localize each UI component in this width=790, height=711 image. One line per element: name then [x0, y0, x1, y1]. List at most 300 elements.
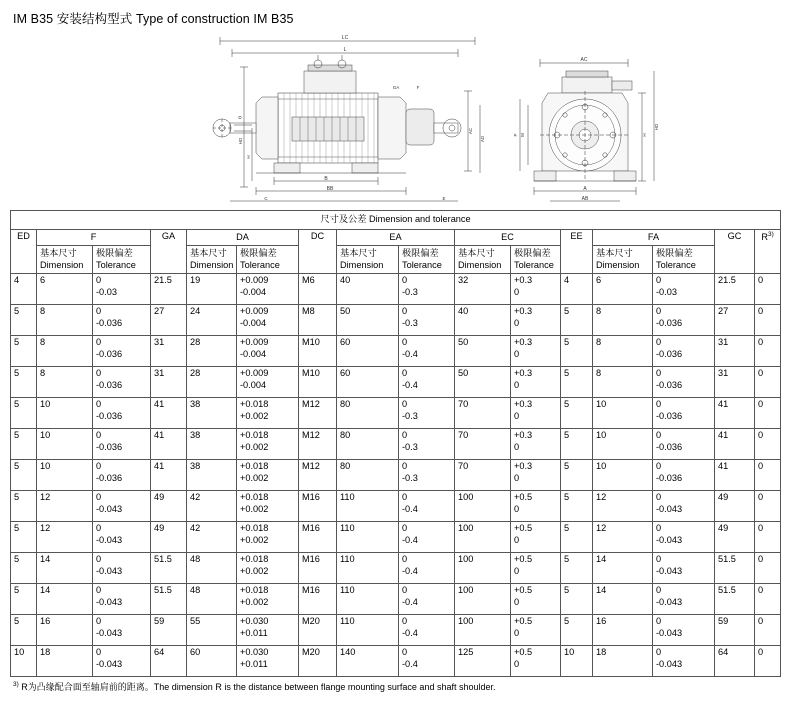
svg-text:C: C — [264, 196, 268, 201]
cell-f-dimension: 8 — [37, 336, 93, 367]
cell-dc: M6 — [299, 274, 337, 305]
cell-ec-tolerance — [511, 522, 561, 553]
tolerance-upper: 0 — [96, 399, 102, 409]
tolerance-lower: -0.043 — [96, 534, 123, 545]
cell-r: 0 — [755, 615, 781, 646]
cell-ee: 5 — [561, 305, 593, 336]
cell-f-dimension: 14 — [37, 553, 93, 584]
svg-text:P: P — [513, 133, 518, 137]
cell-f-tolerance — [93, 367, 151, 398]
cell-ec-tolerance — [511, 274, 561, 305]
tolerance-lower: -0.036 — [96, 317, 123, 328]
tolerance-upper: +0.3 — [514, 306, 533, 316]
tolerance-upper: 0 — [656, 461, 662, 471]
cell-f-tolerance — [93, 398, 151, 429]
cell-ea-dimension: 40 — [337, 274, 399, 305]
cell-f-tolerance — [93, 553, 151, 584]
tolerance-lower: -0.043 — [96, 627, 123, 638]
cell-r: 0 — [755, 398, 781, 429]
cell-ee: 5 — [561, 398, 593, 429]
tolerance-lower: -0.4 — [402, 565, 418, 576]
cell-da-tolerance — [237, 553, 299, 584]
cell-fa-dimension: 14 — [593, 553, 653, 584]
cell-fa-tolerance — [653, 553, 715, 584]
cell-gc: 51.5 — [715, 553, 755, 584]
subhdr-en: Tolerance — [514, 259, 554, 270]
cell-f-tolerance — [93, 522, 151, 553]
cell-ea-dimension: 80 — [337, 460, 399, 491]
side-view-drawing — [200, 31, 500, 206]
svg-text:H: H — [246, 155, 251, 159]
tolerance-upper: +0.3 — [514, 368, 533, 378]
tolerance-upper: +0.030 — [240, 647, 269, 657]
cell-ea-tolerance — [399, 491, 455, 522]
cell-ea-dimension: 110 — [337, 553, 399, 584]
svg-text:E: E — [442, 196, 446, 201]
tolerance-lower: 0 — [514, 565, 520, 576]
cell-ea-dimension: 110 — [337, 491, 399, 522]
tolerance-upper: 0 — [656, 275, 662, 285]
cell-f-tolerance — [93, 460, 151, 491]
cell-ga: 59 — [151, 615, 187, 646]
tolerance-lower: -0.043 — [96, 596, 123, 607]
cell-da-tolerance — [237, 429, 299, 460]
tolerance-upper: 0 — [96, 461, 102, 471]
cell-dc: M10 — [299, 336, 337, 367]
cell-gc: 41 — [715, 429, 755, 460]
table-subheader-row — [11, 246, 781, 274]
tolerance-lower: -0.043 — [96, 565, 123, 576]
subhdr-en: Tolerance — [402, 259, 442, 270]
tolerance-upper: 0 — [656, 337, 662, 347]
tolerance-upper: 0 — [402, 306, 408, 316]
cell-f-dimension: 12 — [37, 522, 93, 553]
tolerance-upper: 0 — [402, 554, 408, 564]
cell-r: 0 — [755, 460, 781, 491]
tolerance-upper: +0.5 — [514, 492, 533, 502]
cell-ga: 31 — [151, 367, 187, 398]
tolerance-lower: -0.3 — [402, 286, 418, 297]
tolerance-lower: -0.4 — [402, 596, 418, 607]
svg-text:B: B — [324, 176, 328, 182]
cell-da-tolerance — [237, 336, 299, 367]
col-group-da: DA — [187, 229, 299, 246]
tolerance-lower: -0.043 — [656, 534, 683, 545]
cell-fa-dimension: 12 — [593, 522, 653, 553]
svg-text:D: D — [238, 115, 242, 120]
tolerance-lower: -0.043 — [656, 658, 683, 669]
col-group-ed: ED — [11, 229, 37, 274]
tolerance-lower: 0 — [514, 379, 520, 390]
cell-r: 0 — [755, 274, 781, 305]
cell-fa-dimension: 14 — [593, 584, 653, 615]
cell-da-tolerance — [237, 615, 299, 646]
cell-fa-dimension: 10 — [593, 429, 653, 460]
tolerance-lower: -0.036 — [656, 410, 683, 421]
cell-ec-tolerance — [511, 553, 561, 584]
tolerance-upper: 0 — [656, 399, 662, 409]
subhdr-en: Dimension — [190, 259, 234, 270]
page-title: IM B35 安装结构型式 Type of construction IM B35 — [13, 12, 294, 26]
tolerance-lower: -0.036 — [96, 441, 123, 452]
svg-text:HD: HD — [238, 137, 243, 145]
tolerance-upper: +0.3 — [514, 275, 533, 285]
cell-f-tolerance — [93, 646, 151, 677]
tolerance-upper: 0 — [656, 430, 662, 440]
col-group-f: F — [37, 229, 151, 246]
subhdr-ec-dimension — [455, 246, 511, 274]
tolerance-upper: 0 — [402, 275, 408, 285]
svg-text:AD: AD — [480, 135, 485, 143]
subhdr-cn: 极限偏差 — [656, 248, 693, 258]
tolerance-upper: 0 — [96, 430, 102, 440]
cell-dc: M12 — [299, 460, 337, 491]
cell-fa-tolerance — [653, 336, 715, 367]
col-group-dc: DC — [299, 229, 337, 274]
cell-da-dimension: 24 — [187, 305, 237, 336]
tolerance-upper: 0 — [656, 523, 662, 533]
cell-ed: 5 — [11, 305, 37, 336]
cell-ea-tolerance — [399, 367, 455, 398]
cell-fa-dimension: 12 — [593, 491, 653, 522]
tolerance-lower: -0.036 — [96, 410, 123, 421]
table-group-row — [11, 229, 781, 246]
tolerance-lower: -0.043 — [656, 596, 683, 607]
tolerance-lower: -0.03 — [96, 286, 117, 297]
cell-f-dimension: 6 — [37, 274, 93, 305]
tolerance-lower: +0.002 — [240, 472, 269, 483]
drawing-area — [10, 31, 780, 206]
cell-ec-tolerance — [511, 336, 561, 367]
cell-ec-dimension: 70 — [455, 460, 511, 491]
tolerance-lower: 0 — [514, 441, 520, 452]
tolerance-lower: +0.011 — [240, 658, 268, 669]
table-main-header: 尺寸及公差 Dimension and tolerance — [11, 211, 781, 230]
col-group-fa: FA — [593, 229, 715, 246]
cell-ec-dimension: 70 — [455, 398, 511, 429]
cell-ed: 5 — [11, 584, 37, 615]
cell-f-tolerance — [93, 274, 151, 305]
cell-da-dimension: 42 — [187, 491, 237, 522]
subhdr-ec-tolerance — [511, 246, 561, 274]
cell-ee: 5 — [561, 336, 593, 367]
cell-r: 0 — [755, 584, 781, 615]
cell-ga: 41 — [151, 398, 187, 429]
cell-f-tolerance — [93, 615, 151, 646]
tolerance-upper: +0.3 — [514, 337, 533, 347]
tolerance-lower: -0.004 — [240, 286, 267, 297]
cell-da-tolerance — [237, 274, 299, 305]
subhdr-en: Dimension — [596, 259, 640, 270]
cell-ee: 5 — [561, 429, 593, 460]
cell-ed: 10 — [11, 646, 37, 677]
tolerance-upper: 0 — [402, 523, 408, 533]
tolerance-lower: -0.004 — [240, 317, 267, 328]
cell-ga: 51.5 — [151, 584, 187, 615]
tolerance-lower: -0.036 — [96, 472, 123, 483]
cell-ec-dimension: 70 — [455, 429, 511, 460]
cell-da-tolerance — [237, 398, 299, 429]
subhdr-da-dimension — [187, 246, 237, 274]
cell-f-dimension: 14 — [37, 584, 93, 615]
tolerance-upper: 0 — [96, 554, 102, 564]
cell-gc: 27 — [715, 305, 755, 336]
cell-ea-tolerance — [399, 584, 455, 615]
cell-dc: M20 — [299, 615, 337, 646]
cell-fa-dimension: 6 — [593, 274, 653, 305]
subhdr-en: Dimension — [340, 259, 384, 270]
tolerance-lower: -0.3 — [402, 441, 418, 452]
cell-dc: M16 — [299, 522, 337, 553]
cell-f-dimension: 16 — [37, 615, 93, 646]
tolerance-lower: 0 — [514, 348, 520, 359]
subhdr-en: Tolerance — [96, 259, 136, 270]
cell-ga: 64 — [151, 646, 187, 677]
tolerance-lower: -0.036 — [656, 472, 683, 483]
cell-gc: 49 — [715, 522, 755, 553]
cell-da-tolerance — [237, 460, 299, 491]
svg-text:AB: AB — [581, 196, 589, 202]
svg-text:AC: AC — [580, 57, 588, 63]
cell-da-tolerance — [237, 305, 299, 336]
subhdr-cn: 基本尺寸 — [340, 248, 377, 258]
cell-fa-tolerance — [653, 274, 715, 305]
cell-ed: 5 — [11, 336, 37, 367]
cell-ed: 5 — [11, 460, 37, 491]
tolerance-lower: +0.002 — [240, 503, 269, 514]
tolerance-upper: +0.5 — [514, 554, 533, 564]
subhdr-f-tolerance — [93, 246, 151, 274]
tolerance-lower: +0.002 — [240, 534, 269, 545]
tolerance-upper: 0 — [402, 461, 408, 471]
cell-ec-dimension: 32 — [455, 274, 511, 305]
tolerance-lower: 0 — [514, 534, 520, 545]
col-group-gc: GC — [715, 229, 755, 274]
cell-f-tolerance — [93, 584, 151, 615]
cell-fa-tolerance — [653, 646, 715, 677]
cell-ea-dimension: 140 — [337, 646, 399, 677]
svg-text:L: L — [343, 47, 347, 53]
subhdr-fa-tolerance — [653, 246, 715, 274]
cell-gc: 31 — [715, 367, 755, 398]
subhdr-en: Dimension — [40, 259, 84, 270]
subhdr-fa-dimension — [593, 246, 653, 274]
cell-fa-dimension: 10 — [593, 460, 653, 491]
svg-text:H: H — [642, 133, 647, 137]
cell-r: 0 — [755, 522, 781, 553]
cell-f-dimension: 10 — [37, 398, 93, 429]
tolerance-lower: -0.036 — [96, 348, 123, 359]
table-row — [11, 274, 781, 305]
tolerance-lower: -0.3 — [402, 472, 418, 483]
tolerance-upper: +0.018 — [240, 461, 269, 471]
tolerance-upper: +0.5 — [514, 616, 533, 626]
tolerance-upper: +0.009 — [240, 306, 269, 316]
cell-ea-dimension: 60 — [337, 367, 399, 398]
table-row — [11, 584, 781, 615]
tolerance-upper: +0.018 — [240, 430, 269, 440]
subhdr-cn: 极限偏差 — [402, 248, 439, 258]
cell-ga: 41 — [151, 460, 187, 491]
cell-ec-tolerance — [511, 615, 561, 646]
tolerance-lower: +0.011 — [240, 627, 268, 638]
col-group-ga: GA — [151, 229, 187, 274]
cell-fa-tolerance — [653, 460, 715, 491]
cell-ea-dimension: 50 — [337, 305, 399, 336]
table-row — [11, 336, 781, 367]
tolerance-upper: 0 — [96, 585, 102, 595]
cell-dc: M12 — [299, 429, 337, 460]
cell-da-tolerance — [237, 491, 299, 522]
tolerance-upper: 0 — [96, 616, 102, 626]
svg-text:AC: AC — [468, 127, 473, 135]
cell-r: 0 — [755, 646, 781, 677]
dimension-table — [10, 210, 781, 677]
cell-fa-dimension: 10 — [593, 398, 653, 429]
cell-ed: 4 — [11, 274, 37, 305]
tolerance-lower: -0.004 — [240, 379, 267, 390]
svg-text:LC: LC — [341, 35, 349, 41]
col-group-ea: EA — [337, 229, 455, 246]
tolerance-lower: 0 — [514, 317, 520, 328]
cell-ea-tolerance — [399, 305, 455, 336]
subhdr-cn: 极限偏差 — [240, 248, 277, 258]
cell-ee: 5 — [561, 584, 593, 615]
tolerance-upper: +0.018 — [240, 523, 269, 533]
cell-ed: 5 — [11, 398, 37, 429]
subhdr-f-dimension — [37, 246, 93, 274]
tolerance-lower: -0.004 — [240, 348, 267, 359]
table-row — [11, 398, 781, 429]
subhdr-cn: 基本尺寸 — [40, 248, 77, 258]
cell-gc: 41 — [715, 398, 755, 429]
tolerance-lower: -0.043 — [656, 627, 683, 638]
tolerance-upper: +0.009 — [240, 337, 269, 347]
cell-ec-tolerance — [511, 305, 561, 336]
tolerance-upper: 0 — [96, 337, 102, 347]
table-row — [11, 491, 781, 522]
cell-ed: 5 — [11, 615, 37, 646]
cell-ec-dimension: 100 — [455, 553, 511, 584]
cell-fa-tolerance — [653, 491, 715, 522]
cell-ee: 5 — [561, 553, 593, 584]
cell-ee: 5 — [561, 522, 593, 553]
table-header-main-row — [11, 211, 781, 230]
cell-gc: 51.5 — [715, 584, 755, 615]
table-row — [11, 367, 781, 398]
cell-dc: M16 — [299, 553, 337, 584]
cell-ga: 49 — [151, 491, 187, 522]
cell-f-dimension: 10 — [37, 460, 93, 491]
tolerance-lower: -0.4 — [402, 348, 418, 359]
tolerance-upper: 0 — [402, 337, 408, 347]
tolerance-lower: -0.043 — [96, 658, 123, 669]
tolerance-upper: +0.018 — [240, 399, 269, 409]
tolerance-upper: +0.3 — [514, 461, 533, 471]
cell-ea-tolerance — [399, 429, 455, 460]
tolerance-lower: -0.036 — [656, 348, 683, 359]
col-group-r-superscript: 3) — [767, 230, 774, 238]
cell-dc: M20 — [299, 646, 337, 677]
cell-ec-tolerance — [511, 584, 561, 615]
cell-ec-tolerance — [511, 460, 561, 491]
subhdr-cn: 极限偏差 — [96, 248, 133, 258]
subhdr-cn: 基本尺寸 — [190, 248, 227, 258]
tolerance-lower: 0 — [514, 627, 520, 638]
cell-ec-dimension: 100 — [455, 615, 511, 646]
cell-ga: 41 — [151, 429, 187, 460]
tolerance-upper: +0.5 — [514, 585, 533, 595]
cell-fa-tolerance — [653, 584, 715, 615]
tolerance-upper: 0 — [656, 585, 662, 595]
tolerance-lower: -0.4 — [402, 658, 418, 669]
cell-da-dimension: 38 — [187, 429, 237, 460]
cell-ga: 51.5 — [151, 553, 187, 584]
cell-dc: M8 — [299, 305, 337, 336]
col-group-r-label: R — [761, 231, 768, 242]
table-row — [11, 460, 781, 491]
cell-ed: 5 — [11, 491, 37, 522]
tolerance-upper: 0 — [656, 368, 662, 378]
tolerance-lower: -0.4 — [402, 534, 418, 545]
tolerance-lower: -0.3 — [402, 410, 418, 421]
cell-ee: 5 — [561, 367, 593, 398]
tolerance-upper: 0 — [402, 585, 408, 595]
tolerance-lower: 0 — [514, 472, 520, 483]
cell-r: 0 — [755, 491, 781, 522]
svg-text:GA: GA — [392, 85, 400, 90]
cell-ec-tolerance — [511, 429, 561, 460]
cell-ea-tolerance — [399, 398, 455, 429]
cell-ec-dimension: 40 — [455, 305, 511, 336]
svg-text:A: A — [583, 186, 587, 192]
svg-text:HD: HD — [654, 123, 659, 131]
tolerance-lower: +0.002 — [240, 410, 269, 421]
cell-f-dimension: 8 — [37, 367, 93, 398]
tolerance-upper: 0 — [402, 492, 408, 502]
cell-ec-tolerance — [511, 367, 561, 398]
cell-f-dimension: 8 — [37, 305, 93, 336]
subhdr-cn: 基本尺寸 — [458, 248, 495, 258]
cell-gc: 21.5 — [715, 274, 755, 305]
tolerance-upper: 0 — [402, 647, 408, 657]
col-group-r — [755, 229, 781, 274]
subhdr-en: Dimension — [458, 259, 502, 270]
cell-f-tolerance — [93, 336, 151, 367]
flange-end-view-drawing — [510, 31, 680, 206]
cell-ea-tolerance — [399, 460, 455, 491]
cell-dc: M12 — [299, 398, 337, 429]
table-row — [11, 522, 781, 553]
cell-ea-tolerance — [399, 646, 455, 677]
cell-ga: 21.5 — [151, 274, 187, 305]
cell-r: 0 — [755, 553, 781, 584]
cell-r: 0 — [755, 429, 781, 460]
cell-ec-tolerance — [511, 398, 561, 429]
cell-gc: 31 — [715, 336, 755, 367]
cell-f-dimension: 10 — [37, 429, 93, 460]
tolerance-lower: -0.043 — [96, 503, 123, 514]
tolerance-upper: 0 — [96, 275, 102, 285]
tolerance-upper: +0.3 — [514, 430, 533, 440]
cell-f-tolerance — [93, 429, 151, 460]
cell-da-tolerance — [237, 646, 299, 677]
tolerance-lower: 0 — [514, 658, 520, 669]
tolerance-upper: 0 — [96, 523, 102, 533]
cell-gc: 64 — [715, 646, 755, 677]
tolerance-lower: +0.002 — [240, 596, 269, 607]
cell-da-dimension: 48 — [187, 553, 237, 584]
